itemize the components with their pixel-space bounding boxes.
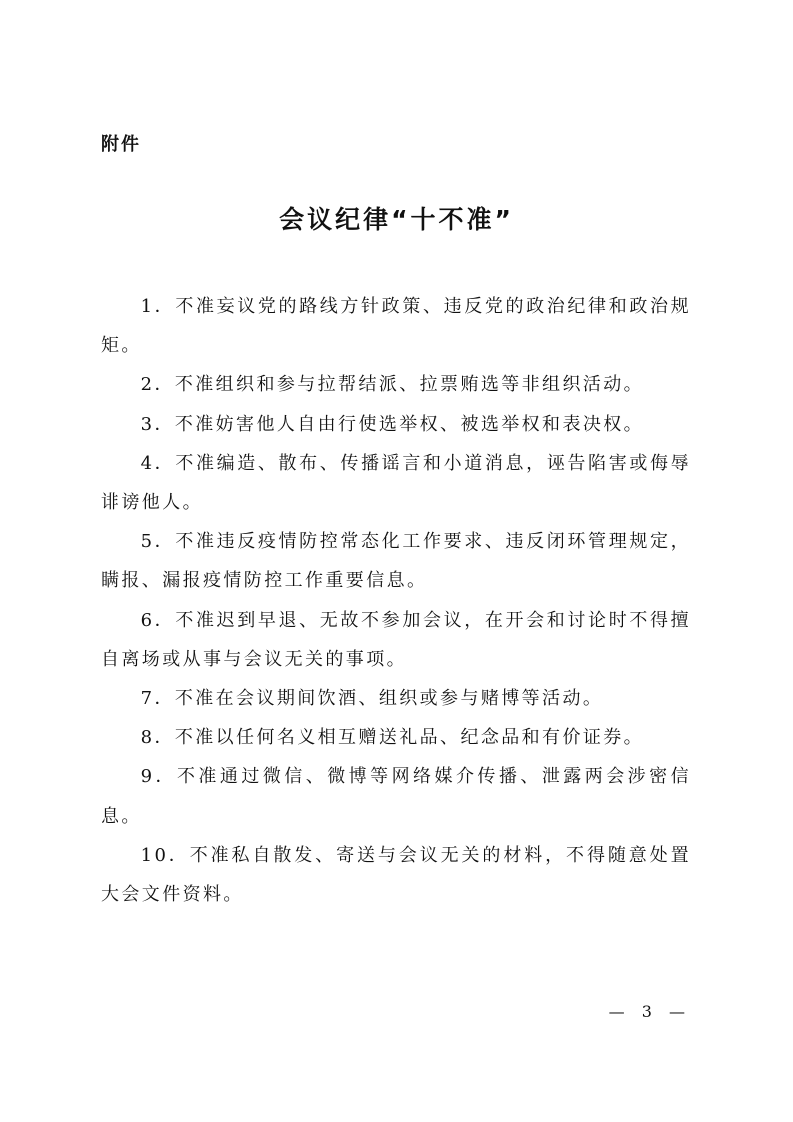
rules-list (101, 287, 691, 914)
rule-item: 1．不准妄议党的路线方针政策、违反党的政治纪律和政治规矩。 (101, 296, 691, 357)
rule-item: 2．不准组织和参与拉帮结派、拉票贿选等非组织活动。 (140, 374, 645, 396)
rule-item: 7．不准在会议期间饮酒、组织或参与赌博等活动。 (140, 688, 604, 710)
rule-item: 8．不准以任何名义相互赠送礼品、纪念品和有价证券。 (140, 727, 645, 749)
rule-item: 5．不准违反疫情防控常态化工作要求、违反闭环管理规定，瞒报、漏报疫情防控工作重要信息。 (101, 531, 691, 592)
page-number: — 3 — (608, 1002, 691, 1021)
rule-item: 6．不准迟到早退、无故不参加会议，在开会和讨论时不得擅自离场或从事与会议无关的事项。 (101, 609, 691, 670)
rule-item: 3．不准妨害他人自由行使选举权、被选举权和表决权。 (140, 413, 645, 435)
rule-item: 10．不准私自散发、寄送与会议无关的材料，不得随意处置大会文件资料。 (101, 844, 691, 906)
rule-item: 9．不准通过微信、微博等网络媒介传播、泄露两会涉密信息。 (101, 766, 691, 827)
attachment-label: 附件 (101, 134, 141, 155)
document-title: 会议纪律“十不准” (279, 205, 514, 234)
rule-item: 4．不准编造、散布、传播谣言和小道消息，诬告陷害或侮辱诽谤他人。 (101, 452, 691, 514)
